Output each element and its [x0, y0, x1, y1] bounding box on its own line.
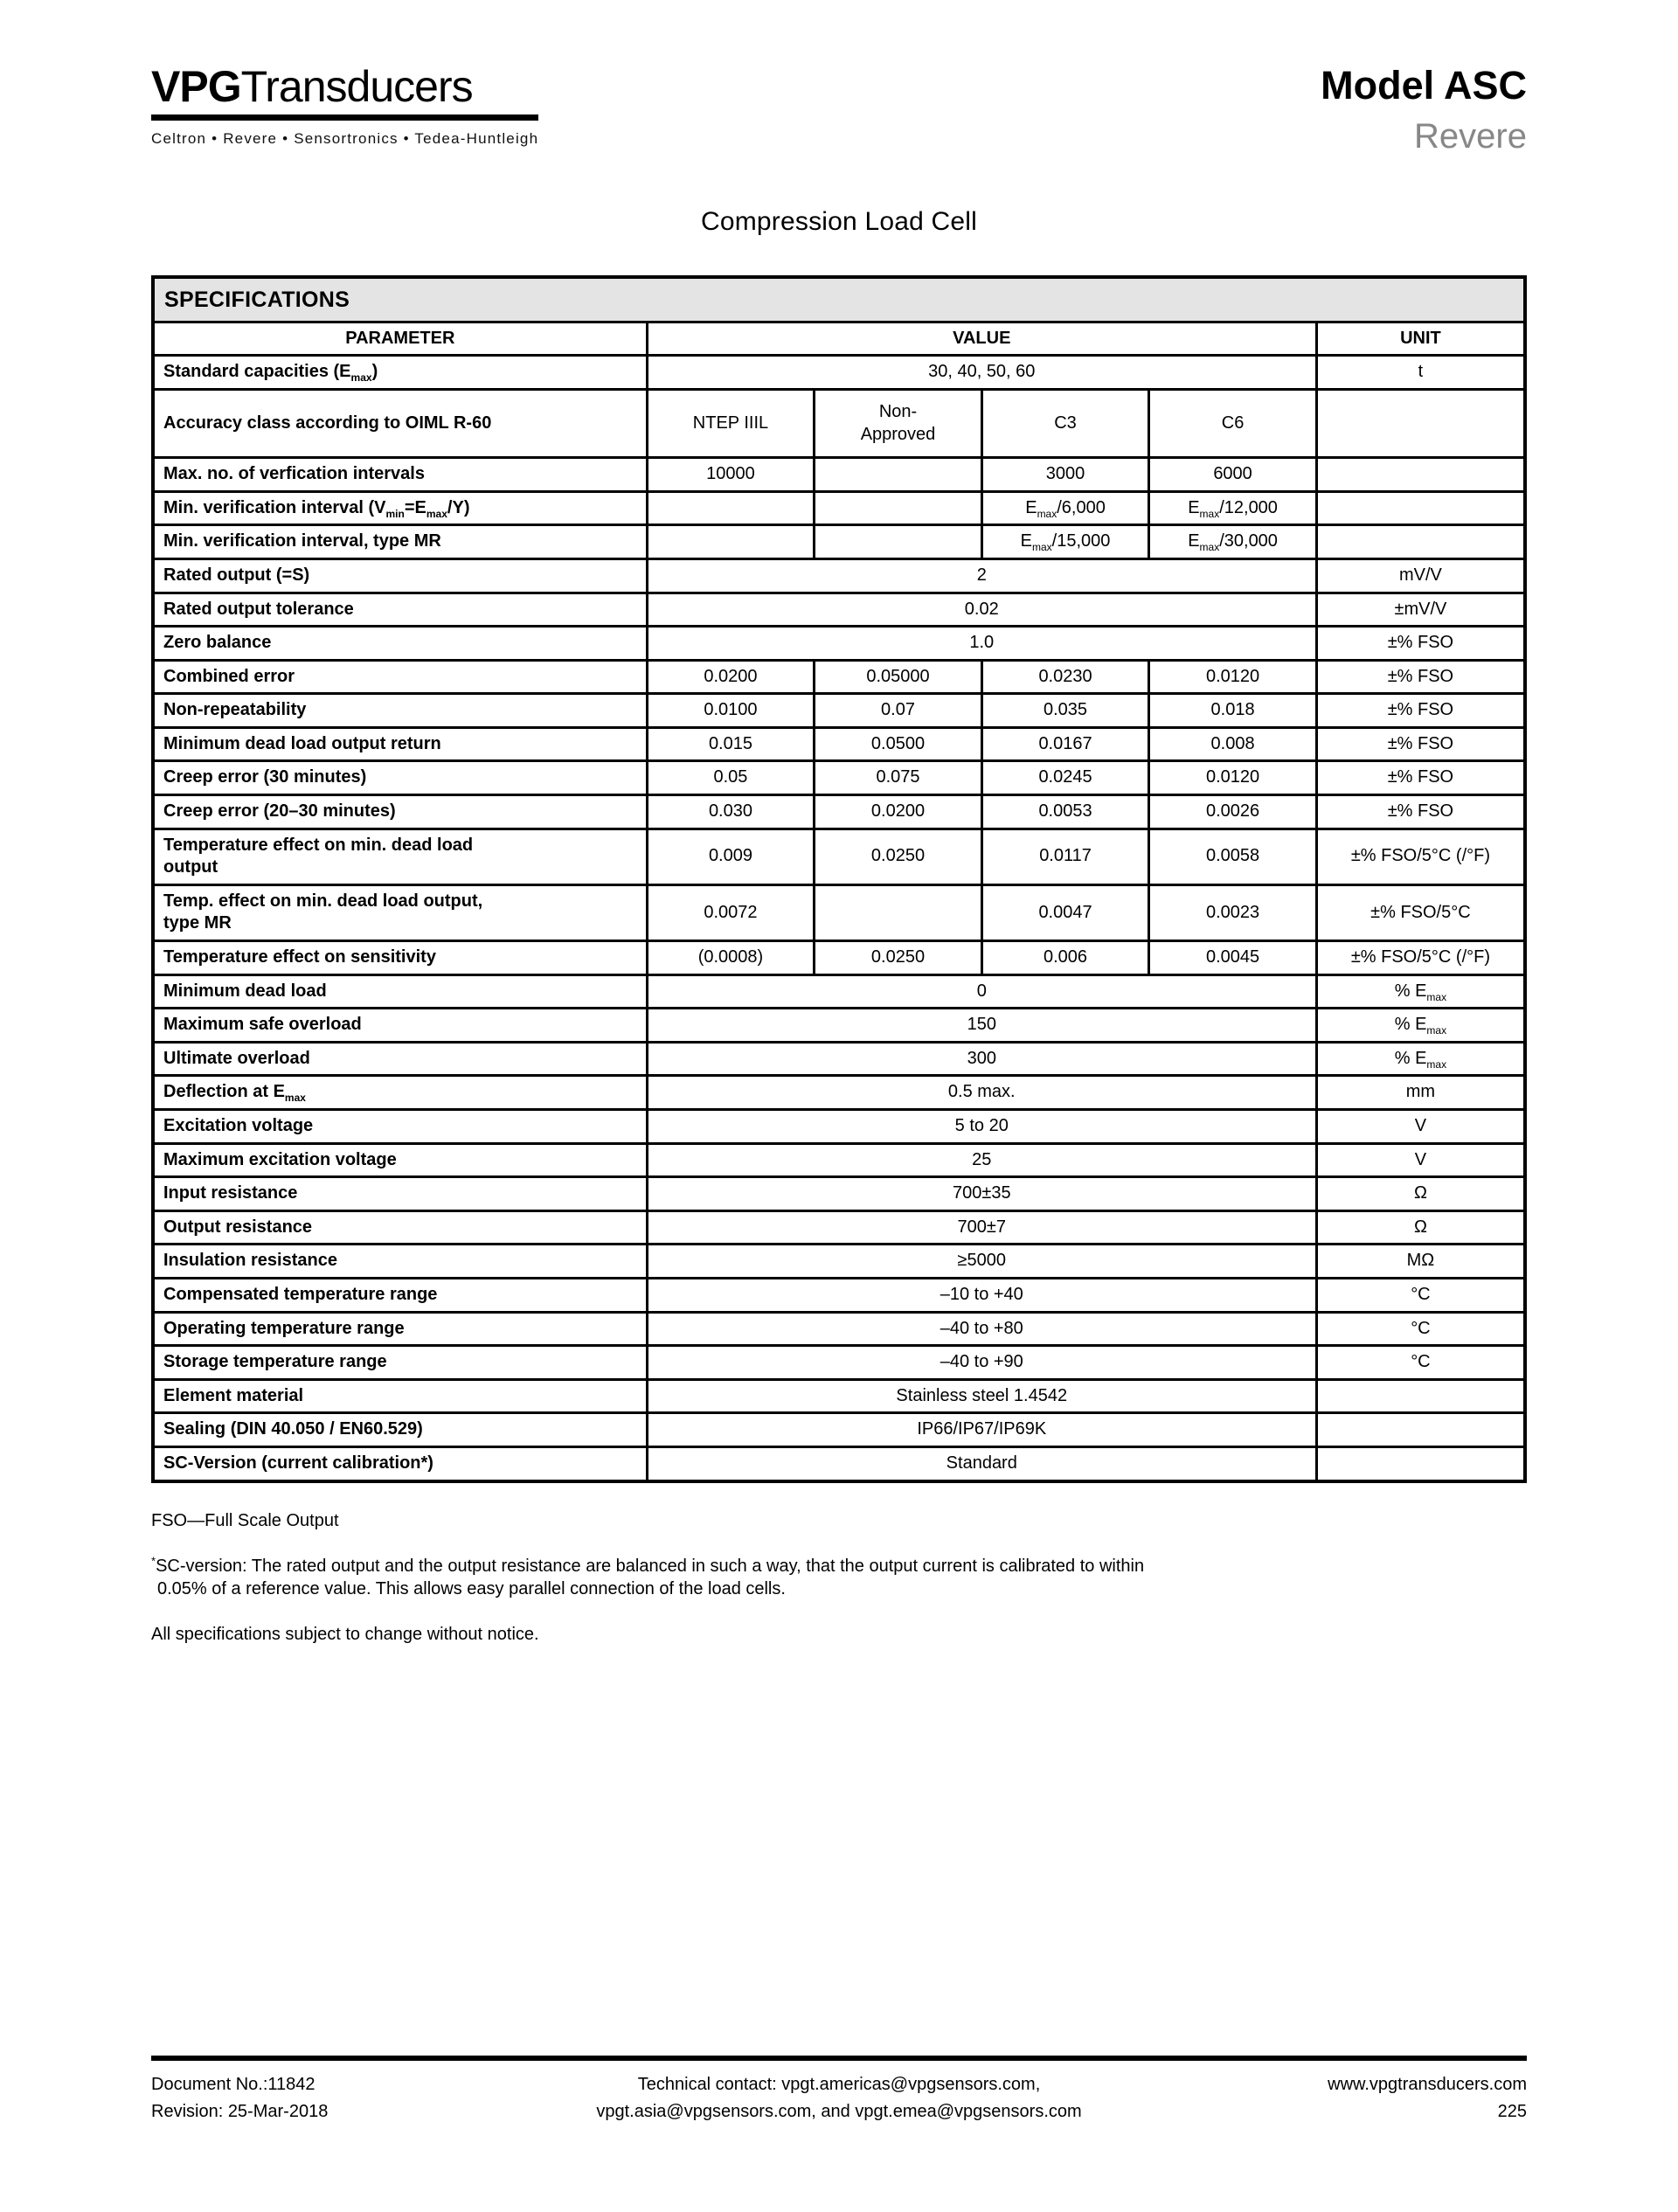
value-cell: $E_{max}/30,000$ [1149, 525, 1317, 559]
value-cell: 0.075 [815, 761, 982, 795]
value-cell: 0.02 [647, 593, 1316, 627]
value-cell: IP66/IP67/IP69K [647, 1413, 1316, 1447]
value-cell: (0.0008) [647, 941, 815, 975]
value-cell: $E_{max}/15,000$ [981, 525, 1149, 559]
logo-tagline: Celtron • Revere • Sensortronics • Tedea-Huntleigh [151, 130, 539, 147]
spec-table-body [153, 356, 1525, 1481]
value-cell [647, 491, 815, 525]
parameter-cell: Min. verification interval $(V_{min}=E_{max}/Y)$ [153, 491, 647, 525]
unit-cell: Ω [1316, 1210, 1525, 1245]
logo-brand-light: Transducers [240, 62, 473, 111]
value-cell: 0.0200 [815, 795, 982, 829]
parameter-cell: Maximum excitation voltage [153, 1143, 647, 1177]
unit-cell: ±% FSO [1316, 727, 1525, 761]
unit-cell: % $E_{max}$ [1316, 1042, 1525, 1076]
spec-row [153, 1143, 1525, 1177]
value-cell: 0.0072 [647, 884, 815, 940]
value-cell: 0.0120 [1149, 761, 1317, 795]
spec-row [153, 1009, 1525, 1043]
unit-cell: ±% FSO [1316, 694, 1525, 728]
parameter-cell: Input resistance [153, 1177, 647, 1211]
value-cell: 2 [647, 558, 1316, 593]
spec-row [153, 1110, 1525, 1144]
unit-cell: t [1316, 356, 1525, 390]
page-title: Compression Load Cell [700, 206, 978, 236]
unit-cell: °C [1316, 1278, 1525, 1312]
model-block [1321, 63, 1527, 156]
note-fso: FSO—Full Scale Output [151, 1510, 339, 1530]
section-title: SPECIFICATIONS [153, 277, 1525, 322]
parameter-cell: Non-repeatability [153, 694, 647, 728]
value-cell [815, 884, 982, 940]
unit-cell [1316, 1413, 1525, 1447]
value-cell: 0.0500 [815, 727, 982, 761]
parameter-cell: Maximum safe overload [153, 1009, 647, 1043]
footer-columns [151, 2071, 1527, 2125]
value-cell: 0.05 [647, 761, 815, 795]
spec-row [153, 829, 1525, 884]
spec-row [153, 941, 1525, 975]
value-cell [815, 458, 982, 492]
value-cell: $E_{max}/12,000$ [1149, 491, 1317, 525]
spec-row [153, 1076, 1525, 1110]
model-brand: Revere [1414, 116, 1527, 156]
unit-cell: MΩ [1316, 1245, 1525, 1279]
footnotes [151, 1509, 1527, 1646]
document-number: Document No.:11842 [151, 2075, 315, 2094]
value-cell [815, 525, 982, 559]
value-cell: –40 to +80 [647, 1312, 1316, 1346]
unit-cell: V [1316, 1143, 1525, 1177]
value-cell: ≥5000 [647, 1245, 1316, 1279]
logo-brand-bold: VPG [151, 62, 241, 111]
contact-line-2: vpgt.asia@vpgsensors.com, and vpgt.emea@vpgsensors.com [596, 2102, 1082, 2121]
parameter-cell: Element material [153, 1379, 647, 1413]
value-cell: Standard [647, 1446, 1316, 1480]
parameter-cell: Zero balance [153, 627, 647, 661]
value-cell: 1.0 [647, 627, 1316, 661]
value-cell: 150 [647, 1009, 1316, 1043]
unit-cell: Ω [1316, 1177, 1525, 1211]
spec-row [153, 660, 1525, 694]
spec-row [153, 491, 1525, 525]
unit-cell: ±mV/V [1316, 593, 1525, 627]
unit-cell: ±% FSO [1316, 795, 1525, 829]
column-header-value: VALUE [647, 322, 1316, 356]
unit-cell: ±% FSO [1316, 761, 1525, 795]
unit-cell: mV/V [1316, 558, 1525, 593]
parameter-cell: Insulation resistance [153, 1245, 647, 1279]
note-sc-line1: *SC-version: The rated output and the output resistance are balanced in such a way, that the output current is calibrated to within [151, 1553, 1145, 1576]
value-cell: 0.030 [647, 795, 815, 829]
parameter-cell: Deflection at $E_{max}$ [153, 1076, 647, 1110]
value-cell: 0.0200 [647, 660, 815, 694]
value-cell: 0.0045 [1149, 941, 1317, 975]
value-cell: 0.0167 [981, 727, 1149, 761]
value-cell: –10 to +40 [647, 1278, 1316, 1312]
note-sc-version [151, 1555, 1527, 1600]
value-cell: 700±35 [647, 1177, 1316, 1211]
value-cell: 0.009 [647, 829, 815, 884]
spec-row [153, 884, 1525, 940]
footer-document-info [151, 2071, 413, 2125]
value-cell: 0.0250 [815, 829, 982, 884]
value-cell: 0.035 [981, 694, 1149, 728]
vpg-logo [151, 63, 538, 148]
value-cell: 0.0058 [1149, 829, 1317, 884]
parameter-cell: Creep error (20–30 minutes) [153, 795, 647, 829]
spec-row [153, 1413, 1525, 1447]
value-cell: 30, 40, 50, 60 [647, 356, 1316, 390]
value-cell: 0.0230 [981, 660, 1149, 694]
page-number: 225 [1497, 2102, 1527, 2121]
parameter-cell: Standard capacities $(E_{max})$ [153, 356, 647, 390]
value-cell: 0.0245 [981, 761, 1149, 795]
note-sc-line2: 0.05% of a reference value. This allows easy parallel connection of the load cells. [157, 1578, 786, 1598]
value-cell: 10000 [647, 458, 815, 492]
parameter-cell: Sealing (DIN 40.050 / EN60.529) [153, 1413, 647, 1447]
value-cell: 0.0120 [1149, 660, 1317, 694]
spec-row [153, 1346, 1525, 1380]
spec-row [153, 1312, 1525, 1346]
value-cell [815, 491, 982, 525]
value-cell: 0.0250 [815, 941, 982, 975]
spec-row [153, 1446, 1525, 1480]
unit-cell [1316, 1379, 1525, 1413]
parameter-cell: Temperature effect on sensitivity [153, 941, 647, 975]
value-cell: 0.006 [981, 941, 1149, 975]
value-cell: 3000 [981, 458, 1149, 492]
value-cell [647, 525, 815, 559]
page-footer [151, 2056, 1527, 2125]
note-disclaimer: All specifications subject to change without notice. [151, 1624, 539, 1644]
parameter-cell: SC-Version (current calibration*) [153, 1446, 647, 1480]
spec-row [153, 627, 1525, 661]
spec-row [153, 1245, 1525, 1279]
parameter-cell: Temperature effect on min. dead load output [153, 829, 647, 884]
parameter-cell: Minimum dead load [153, 974, 647, 1009]
parameter-cell: Ultimate overload [153, 1042, 647, 1076]
unit-cell: V [1316, 1110, 1525, 1144]
unit-cell: ±% FSO/5°C (/°F) [1316, 829, 1525, 884]
unit-cell: °C [1316, 1346, 1525, 1380]
parameter-cell: Storage temperature range [153, 1346, 647, 1380]
value-cell: C6 [1149, 389, 1317, 457]
revision-date: Revision: 25-Mar-2018 [151, 2102, 329, 2121]
masthead [151, 63, 1527, 156]
value-cell: NTEP IIIL [647, 389, 815, 457]
section-header-row [153, 277, 1525, 322]
value-cell: 0.0117 [981, 829, 1149, 884]
value-cell: 0.5 max. [647, 1076, 1316, 1110]
value-cell: 0.0047 [981, 884, 1149, 940]
unit-cell: ±% FSO/5°C [1316, 884, 1525, 940]
contact-line-1: Technical contact: vpgt.americas@vpgsensors.com, [637, 2075, 1041, 2094]
unit-cell [1316, 491, 1525, 525]
unit-cell [1316, 389, 1525, 457]
value-cell: 0.015 [647, 727, 815, 761]
spec-row [153, 1177, 1525, 1211]
parameter-cell: Compensated temperature range [153, 1278, 647, 1312]
unit-cell [1316, 1446, 1525, 1480]
parameter-cell: Output resistance [153, 1210, 647, 1245]
spec-row [153, 458, 1525, 492]
parameter-cell: Temp. effect on min. dead load output, type MR [153, 884, 647, 940]
spec-row [153, 389, 1525, 457]
spec-row [153, 1210, 1525, 1245]
value-cell: 0.07 [815, 694, 982, 728]
column-header-row [153, 322, 1525, 356]
footer-contact-info [413, 2071, 1265, 2125]
unit-cell [1316, 525, 1525, 559]
website-url: www.vpgtransducers.com [1328, 2075, 1527, 2094]
parameter-cell: Max. no. of verfication intervals [153, 458, 647, 492]
unit-cell: mm [1316, 1076, 1525, 1110]
value-cell: Stainless steel 1.4542 [647, 1379, 1316, 1413]
unit-cell: ±% FSO [1316, 660, 1525, 694]
specifications-table [151, 275, 1527, 1483]
parameter-cell: Creep error (30 minutes) [153, 761, 647, 795]
unit-cell: ±% FSO [1316, 627, 1525, 661]
spec-row [153, 356, 1525, 390]
value-cell: 0.018 [1149, 694, 1317, 728]
value-cell: 0.0100 [647, 694, 815, 728]
value-cell: 5 to 20 [647, 1110, 1316, 1144]
specifications-table-head [153, 277, 1525, 356]
value-cell: 700±7 [647, 1210, 1316, 1245]
value-cell: 0.0023 [1149, 884, 1317, 940]
value-cell: 0.0026 [1149, 795, 1317, 829]
parameter-cell: Accuracy class according to OIML R-60 [153, 389, 647, 457]
unit-cell [1316, 458, 1525, 492]
unit-cell: % $E_{max}$ [1316, 974, 1525, 1009]
spec-row [153, 558, 1525, 593]
spec-row [153, 694, 1525, 728]
value-cell: 6000 [1149, 458, 1317, 492]
value-cell: 300 [647, 1042, 1316, 1076]
value-cell: 0 [647, 974, 1316, 1009]
parameter-cell: Rated output (=S) [153, 558, 647, 593]
vpg-logo-text [151, 63, 538, 121]
value-cell: $E_{max}/6,000$ [981, 491, 1149, 525]
value-cell: 0.05000 [815, 660, 982, 694]
parameter-cell: Excitation voltage [153, 1110, 647, 1144]
column-header-parameter: PARAMETER [153, 322, 647, 356]
footer-site-info [1265, 2071, 1527, 2125]
spec-row [153, 974, 1525, 1009]
parameter-cell: Operating temperature range [153, 1312, 647, 1346]
spec-row [153, 1278, 1525, 1312]
value-cell: 0.008 [1149, 727, 1317, 761]
parameter-cell: Combined error [153, 660, 647, 694]
unit-cell: % $E_{max}$ [1316, 1009, 1525, 1043]
parameter-cell: Min. verification interval, type MR [153, 525, 647, 559]
parameter-cell: Minimum dead load output return [153, 727, 647, 761]
spec-row [153, 761, 1525, 795]
value-cell: Non- Approved [815, 389, 982, 457]
spec-row [153, 1042, 1525, 1076]
unit-cell: °C [1316, 1312, 1525, 1346]
spec-row [153, 1379, 1525, 1413]
spec-row [153, 795, 1525, 829]
spec-row [153, 727, 1525, 761]
model-name: Model ASC [1321, 63, 1527, 107]
spec-row [153, 525, 1525, 559]
value-cell: C3 [981, 389, 1149, 457]
spec-row [153, 593, 1525, 627]
value-cell: 0.0053 [981, 795, 1149, 829]
unit-cell: ±% FSO/5°C (/°F) [1316, 941, 1525, 975]
value-cell: –40 to +90 [647, 1346, 1316, 1380]
value-cell: 25 [647, 1143, 1316, 1177]
column-header-unit: UNIT [1316, 322, 1525, 356]
parameter-cell: Rated output tolerance [153, 593, 647, 627]
